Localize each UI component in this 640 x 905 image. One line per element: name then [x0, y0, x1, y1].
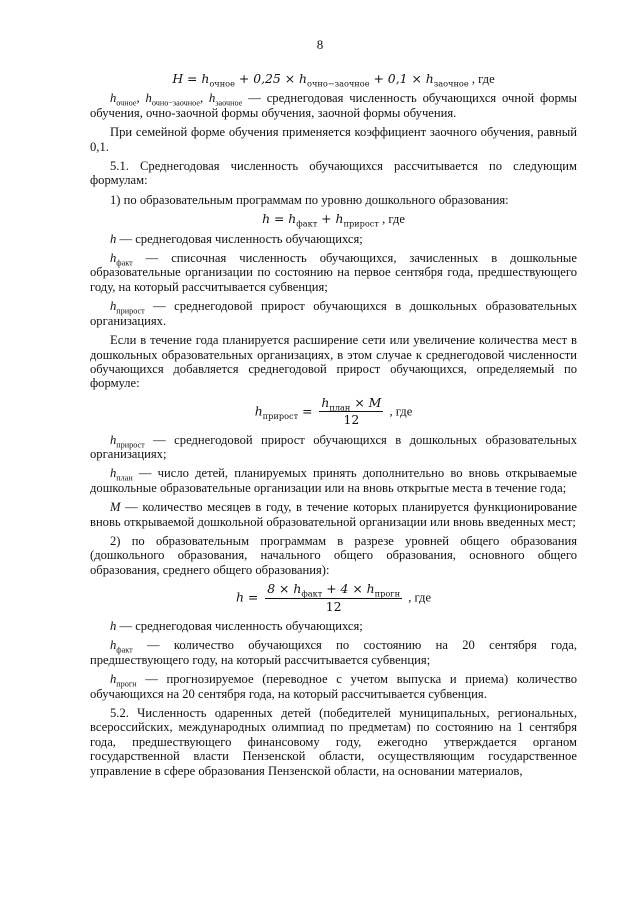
formula-total: $H = h_{очное} + 0,25 \times h_{очно-заочное} + 0,1 \times h_{заочное}$ , где	[172, 71, 495, 89]
paragraph-item-1: 1) по образовательным программам по уровню дошкольного образования:	[110, 192, 509, 207]
paragraph-5-2: 5.2. Численность одаренных детей (победителей муниципальных, региональных, всероссийских, международных олимпиад по предметам) по состоянию на 1 сентября года, предшествующего финансовому году, ежегодно утверждается органом государственной власти Пензенской области, осуществляющим государственное управление в сфере образования Пензенской области, на основании материалов,	[90, 706, 577, 778]
definition-progn: $h_{прогн}$ — прогнозируемое (переводное с учетом выпуска и приема) количество обучающихся на 20 сентября года, на который рассчитывается субвенция.	[90, 672, 577, 701]
definition-months: M — количество месяцев в году, в течение которых планируется функционирование вновь открываемой дошкольной образовательной организации или вновь введенных мест;	[90, 500, 577, 529]
fraction: $\frac{8 \times h_{факт} + 4 \times h_{прогн}}{12}$	[267, 581, 401, 614]
formula-preschool: $h = h_{факт} + h_{прирост}$ , где	[262, 211, 405, 229]
paragraph-expansion: Если в течение года планируется расширение сети или увеличение количества мест в дошкольных образовательных организациях, в этом случае к среднегодовой численности обучающихся добавляется среднегодовой прирост обучающихся, определяемый по формуле:	[90, 333, 577, 391]
definition-fact-1: $h_{факт}$ — списочная численность обучающихся, зачисленных в дошкольные образовательные организации по состоянию на первое сентября года, предшествующего году, на который рассчитывается субвенция;	[90, 251, 577, 294]
definition-prirost-2: $h_{прирост}$ — среднегодовой прирост обучающихся в дошкольных образовательных организациях;	[90, 432, 577, 461]
paragraph-family-form: При семейной форме обучения применяется коэффициент заочного обучения, равный 0,1.	[90, 125, 577, 154]
paragraph-item-2: 2) по образовательным программам в разрезе уровней общего образования (дошкольного образования, начального общего образования, основного общего образования, среднего общего образования):	[90, 533, 577, 577]
definition-forms: $h_{очное}$, $h_{очно-заочное}$, $h_{заочное}$ — среднегодовая численность обучающихся очной формы обучения, очно-заочной формы обучения, заочной формы обучения.	[90, 91, 577, 120]
paragraph-5-1: 5.1. Среднегодовая численность обучающихся рассчитывается по следующим формулам:	[90, 159, 577, 188]
formula-general: h = $\frac{8 \times h_{факт} + 4 \times h_{прогн}}{12}$ , где	[235, 581, 432, 614]
page-number: 8	[316, 37, 324, 52]
definition-plan: $h_{план}$ — число детей, планируемых принять дополнительно во вновь открываемые дошкольные образовательные организации или на вновь открытые места в течение года;	[90, 466, 577, 495]
fraction: $\frac{h_{план} \times M}{12}$	[321, 394, 382, 428]
definition-prirost-1: $h_{прирост}$ — среднегодовой прирост обучающихся в дошкольных образовательных организациях.	[90, 299, 577, 328]
definition-h-2: h — среднегодовая численность обучающихся;	[110, 619, 363, 633]
definition-h-1: h — среднегодовая численность обучающихся;	[110, 231, 363, 246]
document-body	[90, 72, 577, 783]
formula-prirost: $h_{прирост}$ = $\frac{h_{план} \times M}{12}$ , где	[254, 394, 413, 428]
definition-fact-2: $h_{факт}$ — количество обучающихся по состоянию на 20 сентября года, предшествующего году, на который рассчитывается субвенция;	[90, 638, 577, 667]
